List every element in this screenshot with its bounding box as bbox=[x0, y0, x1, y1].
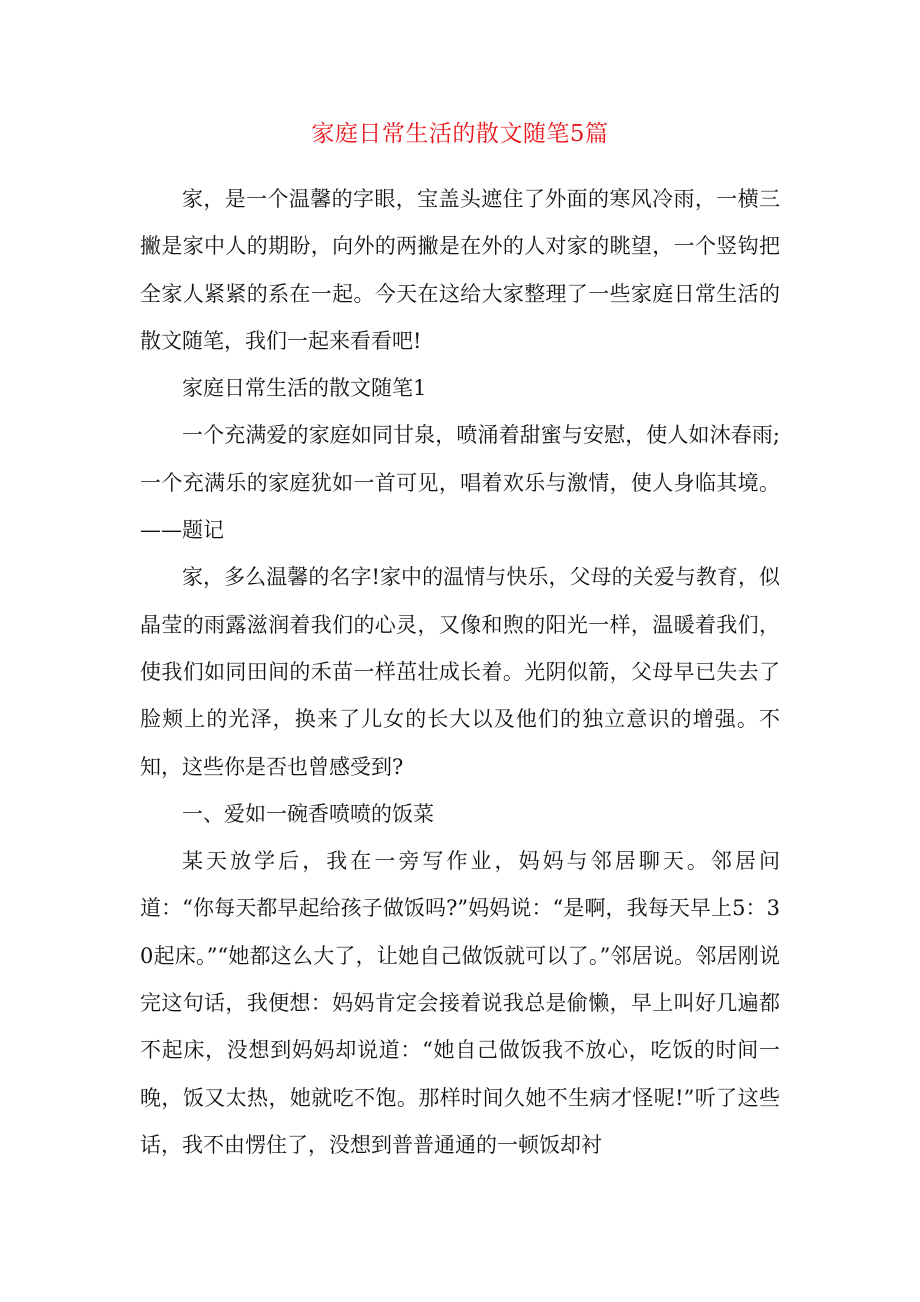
document-title: 家庭日常生活的散文随笔5篇 bbox=[311, 121, 609, 147]
section-heading-essay-1: 家庭日常生活的散文随笔1 bbox=[182, 376, 427, 401]
intro-paragraph: 家，是一个温馨的字眼，宝盖头遮住了外面的寒风冷雨，一横三撇是家中人的期盼，向外的两撇是在外的人对家的眺望，一个竖钩把全家人紧紧的系在一起。今天在这给大家整理了一些家庭日常生活的散文随笔，我们一起来看看吧! bbox=[140, 187, 780, 353]
epigraph-paragraph: 一个充满爱的家庭如同甘泉，喷涌着甜蜜与安慰，使人如沐春雨;一个充满乐的家庭犹如一首可见，唱着欢乐与激情，使人身临其境。——题记 bbox=[140, 423, 780, 543]
document-body bbox=[140, 176, 780, 1169]
subsection-heading: 一、爱如一碗香喷喷的饭菜 bbox=[182, 801, 434, 826]
body-paragraph: 家，多么温馨的名字!家中的温情与快乐，父母的关爱与教育，似晶莹的雨露滋润着我们的心灵，又像和煦的阳光一样，温暖着我们，使我们如同田间的禾苗一样茁壮成长着。光阴似箭，父母早已失去了脸颊上的光泽，换来了儿女的长大以及他们的独立意识的增强。不知，这些你是否也曾感受到? bbox=[140, 565, 780, 779]
body-paragraph: 某天放学后，我在一旁写作业，妈妈与邻居聊天。邻居问道：“你每天都早起给孩子做饭吗?”妈妈说：“是啊，我每天早上5：30起床。”“她都这么大了，让她自己做饭就可以了。”邻居说。邻居刚说完这句话，我便想：妈妈肯定会接着说我总是偷懒，早上叫好几遍都不起床，没想到妈妈却说道：“她自己做饭我不放心，吃饭的时间一晚，饭又太热，她就吃不饱。那样时间久她不生病才怪呢!”听了这些话，我不由愣住了，没想到普普通通的一顿饭却衬 bbox=[140, 849, 780, 1157]
